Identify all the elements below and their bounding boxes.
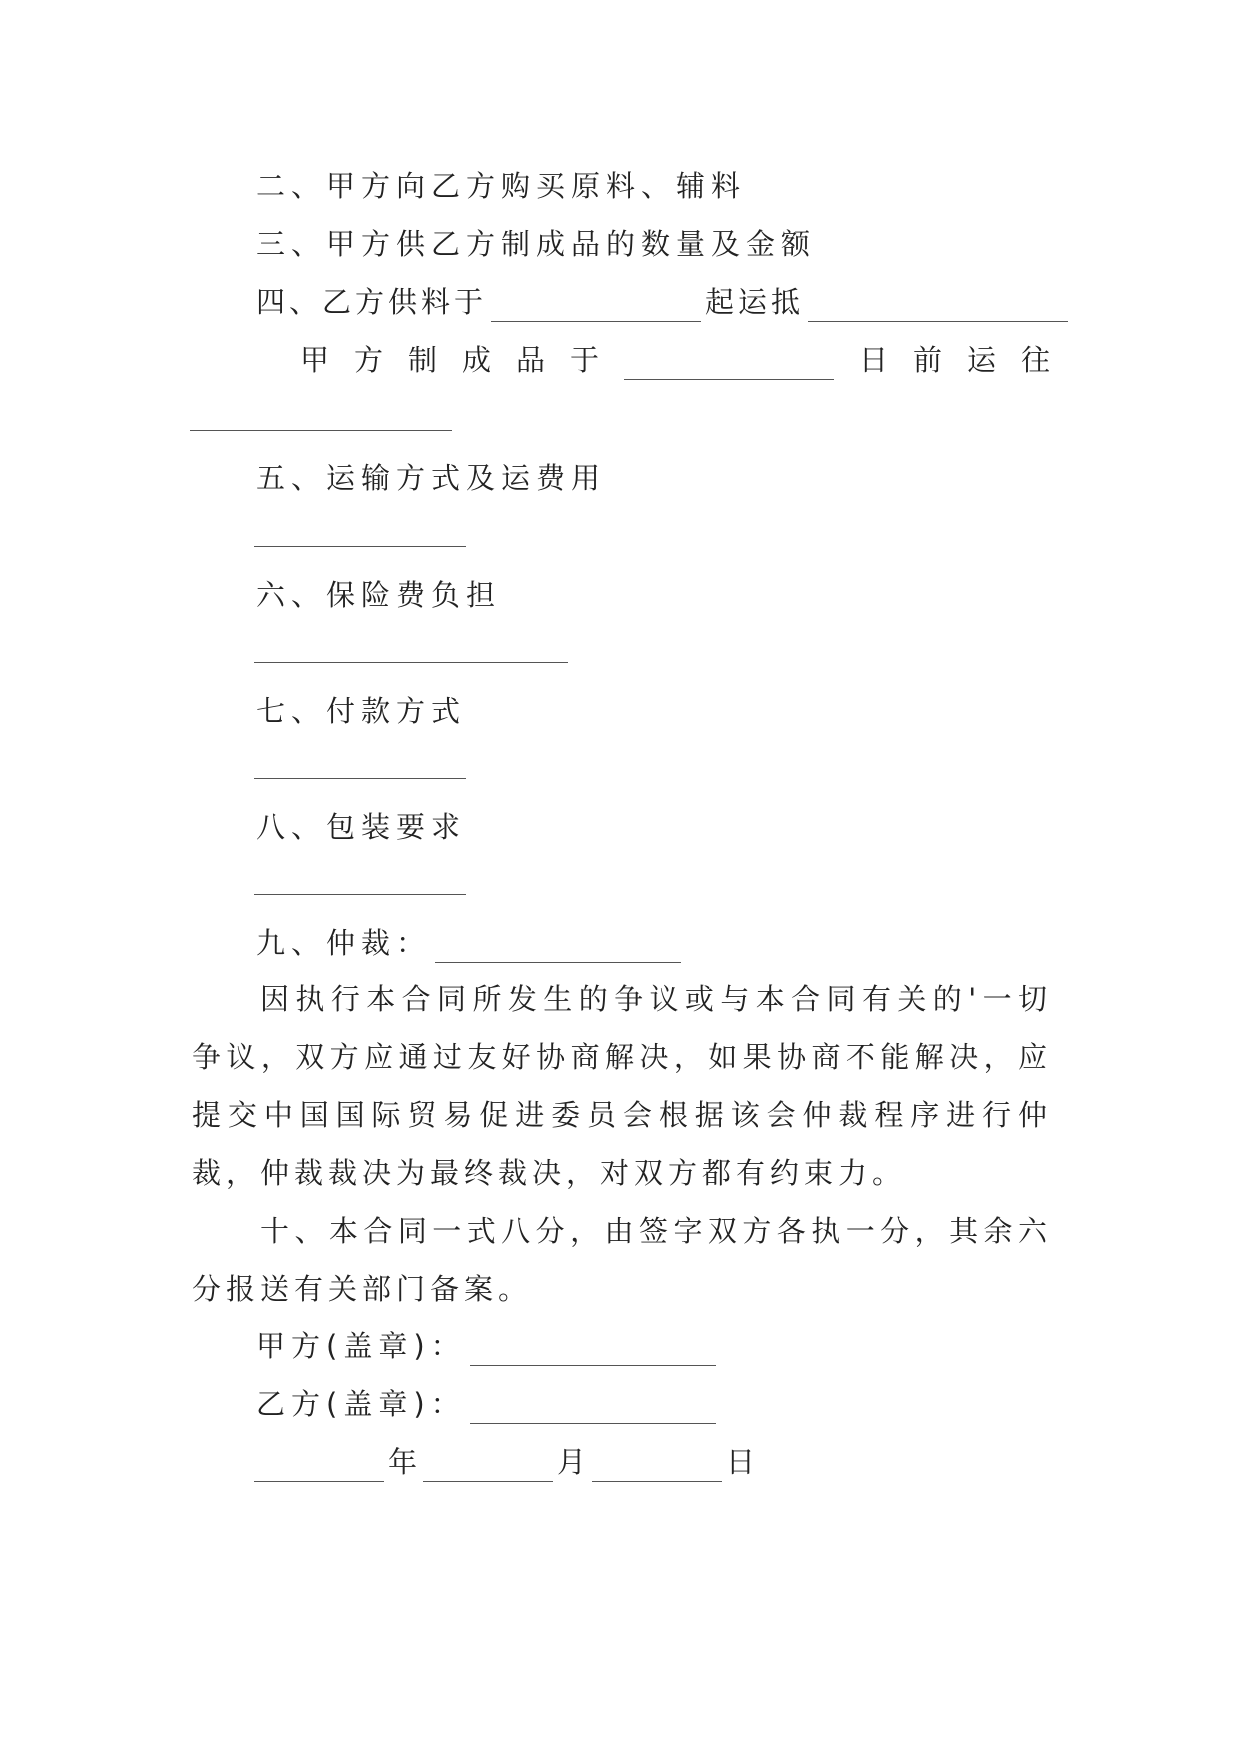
year-label: 年 [388,1445,420,1479]
clause-4-continuation [300,340,1050,380]
clause-8 [256,807,466,847]
cont-char: 运 [966,343,996,377]
day-blank[interactable] [592,1451,722,1482]
clause-6-text: 六、保险费负担 [256,578,502,612]
clause-6 [256,575,501,615]
clause-3 [256,224,816,264]
month-blank[interactable] [423,1451,553,1482]
clause-4 [256,282,1072,322]
clause-9 [256,923,685,963]
month-label: 月 [557,1445,589,1479]
cont-char: 品 [516,343,546,377]
party-b-signature [256,1384,720,1424]
party-a-signature [256,1326,720,1366]
date-line [254,1442,757,1482]
party-a-blank[interactable] [470,1335,716,1366]
cont-char: 方 [354,343,384,377]
cont-char: 甲 [300,343,330,377]
clause-4-text-a: 四、乙方供料于 [256,285,488,319]
clause-9-text: 九、仲裁： [256,926,432,960]
clause-3-text: 三、甲方供乙方制成品的数量及金额 [256,227,817,261]
transport-blank[interactable] [254,546,466,547]
payment-blank[interactable] [254,778,466,779]
year-blank[interactable] [254,1451,384,1482]
clause-7 [256,691,466,731]
insurance-blank[interactable] [254,662,568,663]
clause-5-text: 五、运输方式及运费用 [256,461,607,495]
clause-10-paragraph: 十、本合同一式八分，由签字双方各执一分，其余六分报送有关部门备案。 [192,1214,1052,1306]
destination-blank[interactable] [808,291,1068,322]
arbitration-paragraph: 因执行本合同所发生的争议或与本合同有关的'一切争议，双方应通过友好协商解决，如果协商不能解决，应提交中国国际贸易促进委员会根据该会仲裁程序进行仲裁，仲裁裁决为最终裁决，对双方都有约束力。 [192,982,1052,1190]
cont-char: 制 [408,343,438,377]
cont-char: 成 [462,343,492,377]
day-label: 日 [726,1445,758,1479]
clause-5 [256,458,606,498]
arbitration-blank[interactable] [435,932,681,963]
clause-7-text: 七、付款方式 [256,694,467,728]
cont-char: 往 [1020,343,1050,377]
packaging-blank[interactable] [254,894,466,895]
cont-char: 日 [858,343,888,377]
clause-2 [256,166,746,206]
cont-char: 前 [912,343,942,377]
clause-2-text: 二、甲方向乙方购买原料、辅料 [256,169,747,203]
supply-date-blank[interactable] [491,291,701,322]
cont-char: 于 [570,343,600,377]
clause-4-text-b: 起运抵 [705,285,805,319]
party-b-blank[interactable] [470,1393,716,1424]
delivery-date-blank[interactable] [624,349,834,380]
delivery-destination-blank[interactable] [190,430,452,431]
party-a-label: 甲方(盖章)： [256,1329,466,1363]
clause-8-text: 八、包装要求 [256,810,467,844]
party-b-label: 乙方(盖章)： [256,1387,466,1421]
